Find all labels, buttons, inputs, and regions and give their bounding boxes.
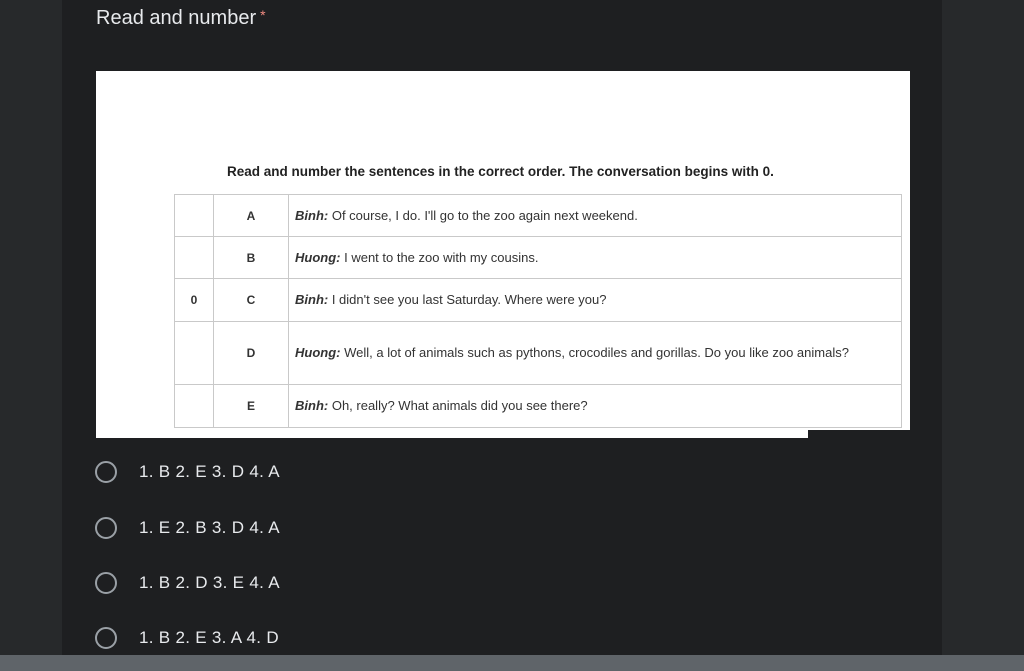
order-number-cell [175, 195, 214, 237]
speaker-name: Huong: [295, 249, 341, 265]
table-row [175, 322, 902, 385]
question-image [96, 71, 910, 438]
letter-cell: C [214, 279, 289, 322]
radio-button[interactable] [95, 627, 117, 649]
sentence-text: I didn't see you last Saturday. Where were you? [328, 292, 607, 307]
speaker-name: Huong: [295, 345, 341, 360]
option-label: 1. B 2. E 3. D 4. A [139, 462, 280, 481]
sentence-text: I went to the zoo with my cousins. [340, 249, 539, 265]
sentence-cell [289, 385, 902, 428]
sentence-cell [289, 279, 902, 322]
order-number-cell [175, 385, 214, 428]
answer-option[interactable] [95, 514, 280, 542]
table-row [175, 385, 902, 428]
conversation-table [174, 194, 902, 428]
sentence-cell [289, 322, 902, 385]
radio-button[interactable] [95, 461, 117, 483]
speaker-name: Binh: [295, 207, 329, 223]
required-asterisk: * [260, 7, 266, 23]
option-label: 1. B 2. E 3. A 4. D [139, 628, 279, 647]
letter-cell: D [214, 322, 289, 385]
option-label: 1. E 2. B 3. D 4. A [139, 518, 280, 537]
letter-cell: B [214, 237, 289, 279]
sentence-text: Of course, I do. I'll go to the zoo again next weekend. [328, 207, 638, 223]
question-title-text: Read and number [96, 7, 257, 29]
letter-cell: A [214, 195, 289, 237]
sentence-cell [289, 237, 902, 279]
speaker-name: Binh: [295, 398, 329, 413]
speaker-name: Binh: [295, 292, 329, 307]
table-row [175, 279, 902, 322]
radio-button[interactable] [95, 572, 117, 594]
order-number-cell [175, 322, 214, 385]
image-edge-notch [808, 430, 910, 438]
question-title [96, 7, 266, 30]
sentence-text: Well, a lot of animals such as pythons, crocodiles and gorillas. Do you like zoo animals? [340, 345, 849, 360]
image-instruction: Read and number the sentences in the correct order. The conversation begins with 0. [227, 164, 774, 179]
order-number-cell [175, 237, 214, 279]
radio-button[interactable] [95, 517, 117, 539]
answer-option[interactable] [95, 624, 279, 652]
sentence-text: Oh, really? What animals did you see there? [328, 398, 588, 413]
sentence-cell [289, 195, 902, 237]
table-row [175, 195, 902, 237]
option-label: 1. B 2. D 3. E 4. A [139, 573, 280, 592]
answer-option[interactable] [95, 569, 280, 597]
letter-cell: E [214, 385, 289, 428]
bottom-scroll-bar [0, 655, 1024, 671]
answer-option[interactable] [95, 458, 280, 486]
order-number-cell: 0 [175, 279, 214, 322]
table-row [175, 237, 902, 279]
